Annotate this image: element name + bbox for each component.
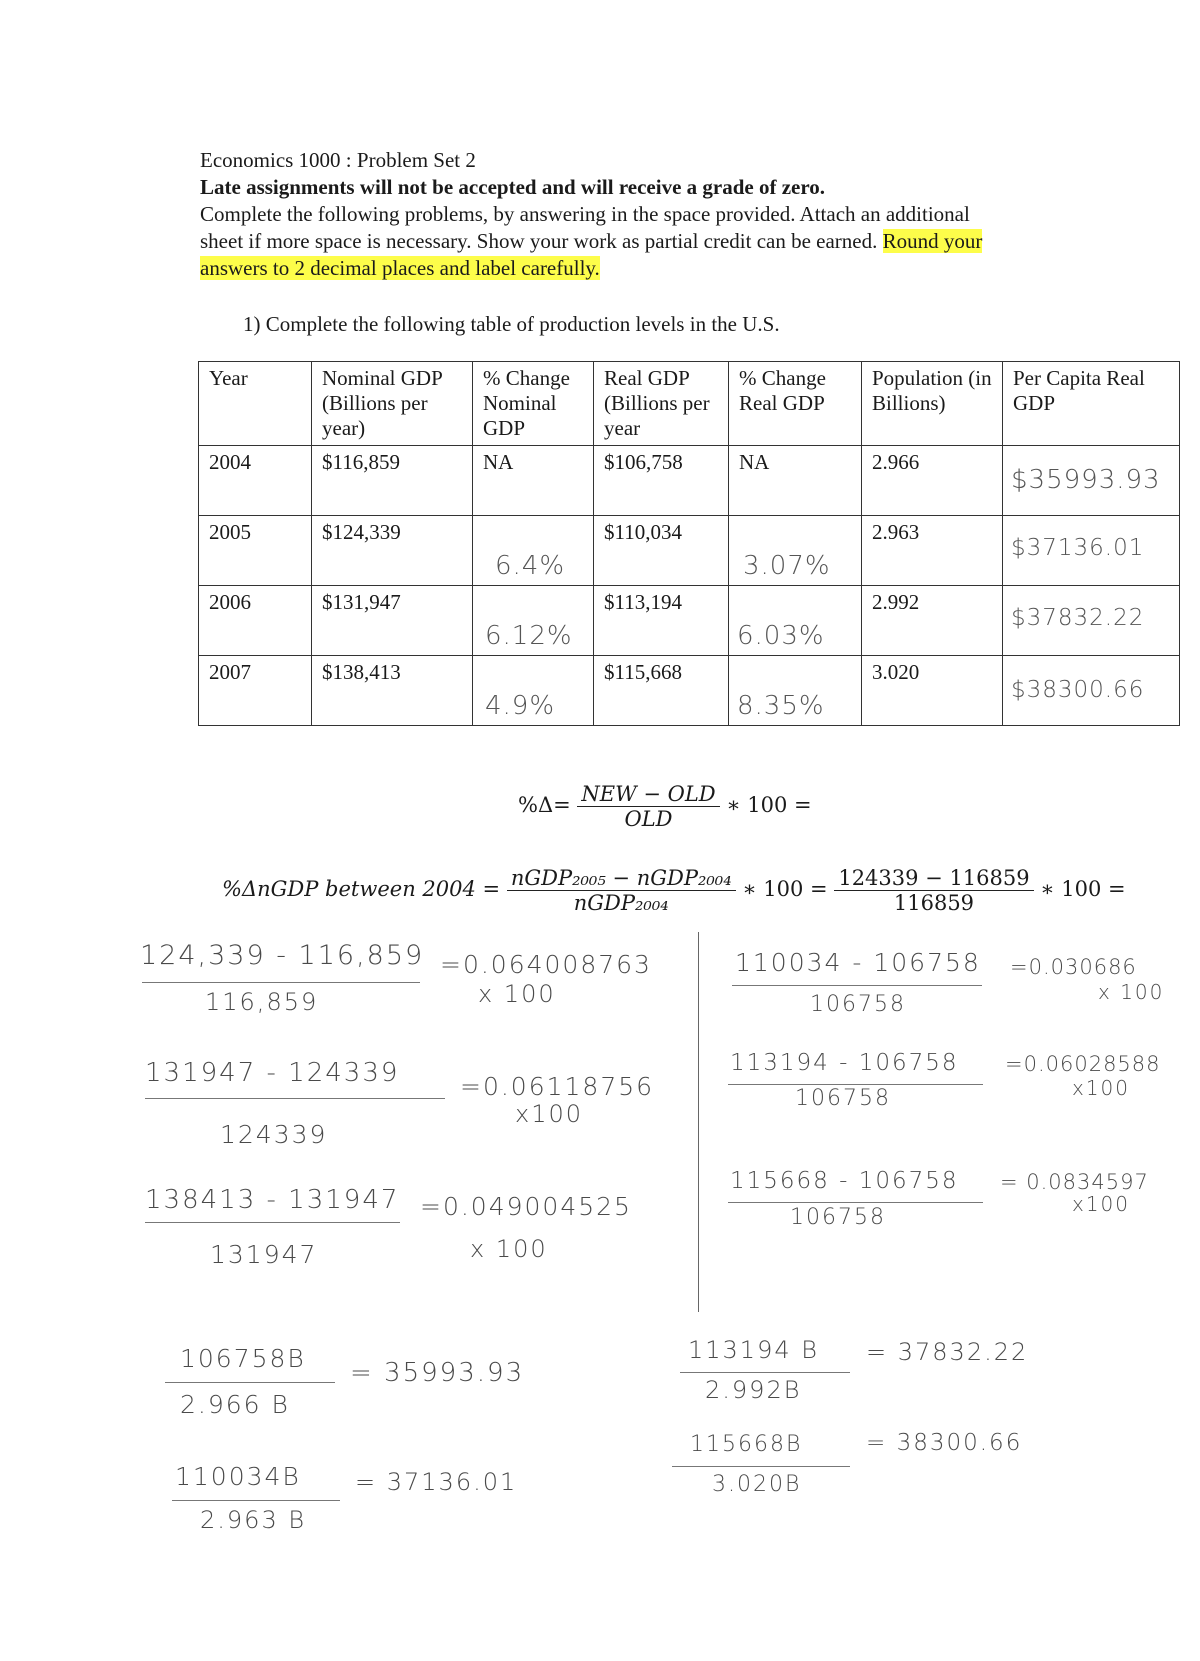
- cell-population: 2.992: [862, 586, 1003, 656]
- hw-percap-2005-num: 110034B: [175, 1462, 301, 1491]
- hw-real-2007-times: x100: [1072, 1192, 1131, 1216]
- hw-nominal-2006-den: 124339: [220, 1120, 328, 1149]
- cell-nominal-gdp: $116,859: [312, 446, 473, 516]
- hw-fraction-bar: [145, 1098, 445, 1099]
- production-table: [198, 361, 1180, 726]
- table-header-row: [199, 362, 1180, 446]
- question-1: 1) Complete the following table of production levels in the U.S.: [243, 312, 780, 336]
- hw-fraction-bar: [172, 1500, 340, 1501]
- hw-nominal-2007-den: 131947: [210, 1240, 318, 1269]
- hw-fraction-bar: [728, 1202, 983, 1203]
- hw-percap-2007-result: = 38300.66: [866, 1430, 1023, 1456]
- cell-nominal-gdp: $138,413: [312, 656, 473, 726]
- cell-pct-nominal: NA: [473, 446, 594, 516]
- hw-fraction-bar: [732, 985, 982, 986]
- instructions-line-3: answers to 2 decimal places and label carefully.: [200, 256, 600, 280]
- cell-per-capita: $37136.01: [1003, 516, 1180, 586]
- cell-per-capita: $37832.22: [1003, 586, 1180, 656]
- hw-fraction-bar: [672, 1466, 850, 1467]
- work-divider: [698, 932, 699, 1312]
- hw-nominal-2007-num: 138413 - 131947: [145, 1185, 400, 1215]
- hw-real-2006-result: =0.06028588: [1005, 1052, 1161, 1076]
- hw-percap-2006-result: = 37832.22: [866, 1338, 1029, 1366]
- hw-real-2006-times: x100: [1072, 1076, 1131, 1100]
- cell-pct-real: NA: [729, 446, 862, 516]
- hw-nominal-2006-times: x100: [515, 1100, 584, 1128]
- hw-real-2007-result: = 0.0834597: [1000, 1170, 1149, 1194]
- hw-fraction-bar: [145, 1222, 400, 1223]
- instructions-line-2: sheet if more space is necessary. Show your work as partial credit can be earned. Round your: [200, 229, 983, 253]
- hw-percap-2005-result: = 37136.01: [355, 1468, 518, 1496]
- hw-real-2005-result: =0.030686: [1010, 955, 1137, 979]
- hw-fraction-bar: [728, 1084, 983, 1085]
- hw-real-2006-den: 106758: [795, 1086, 891, 1111]
- hw-real-2007-den: 106758: [790, 1205, 886, 1230]
- cell-pct-nominal: 6.4%: [473, 516, 594, 586]
- hw-fraction-bar: [142, 982, 420, 983]
- col-header: Real GDP (Billions per year: [594, 362, 729, 446]
- col-header: Population (in Billions): [862, 362, 1003, 446]
- hw-nominal-2005-den: 116,859: [205, 988, 319, 1016]
- cell-per-capita: $35993.93: [1003, 446, 1180, 516]
- hw-nominal-2007-times: x 100: [470, 1235, 548, 1263]
- hw-real-2007-num: 115668 - 106758: [730, 1168, 959, 1194]
- cell-pct-real: 3.07%: [729, 516, 862, 586]
- cell-real-gdp: $106,758: [594, 446, 729, 516]
- hw-percap-2005-den: 2.963 B: [200, 1506, 307, 1534]
- instructions-line-1: Complete the following problems, by answering in the space provided. Attach an additional: [200, 202, 970, 226]
- cell-pct-nominal: 6.12%: [473, 586, 594, 656]
- hw-percap-2007-num: 115668B: [690, 1432, 803, 1457]
- hw-percap-2004-result: = 35993.93: [350, 1358, 525, 1388]
- col-header: Year: [199, 362, 312, 446]
- hw-nominal-2006-num: 131947 - 124339: [145, 1058, 400, 1088]
- cell-per-capita: $38300.66: [1003, 656, 1180, 726]
- course-title: Economics 1000 : Problem Set 2: [200, 148, 476, 172]
- cell-year: 2004: [199, 446, 312, 516]
- hw-nominal-2007-result: =0.049004525: [420, 1192, 632, 1221]
- hw-percap-2004-num: 106758B: [180, 1344, 306, 1373]
- cell-population: 2.963: [862, 516, 1003, 586]
- hw-nominal-2005-num: 124,339 - 116,859: [140, 940, 425, 971]
- table-row: [199, 586, 1180, 656]
- table-row: [199, 446, 1180, 516]
- hw-real-2005-times: x 100: [1098, 980, 1165, 1004]
- hw-nominal-2005-times: x 100: [478, 980, 556, 1008]
- hw-percap-2006-num: 113194 B: [688, 1336, 819, 1364]
- table-row: [199, 516, 1180, 586]
- cell-population: 2.966: [862, 446, 1003, 516]
- hw-real-2005-den: 106758: [810, 992, 906, 1017]
- ngdp-example-formula: %ΔnGDP between 2004 = $\frac{\text{nGDP₂₀₀₅ − nGDP₂₀₀₄}}{\text{nGDP₂₀₀₄}}$ ∗ 100 = $\frac{124339 - 116859}{116859}$ ∗ 100 =: [222, 866, 1126, 915]
- percent-change-formula: %Δ= $\frac{\text{NEW − OLD}}{\text{OLD}}$ ∗ 100 =: [518, 782, 812, 831]
- cell-year: 2005: [199, 516, 312, 586]
- hw-percap-2004-den: 2.966 B: [180, 1390, 290, 1419]
- hw-nominal-2006-result: =0.06118756: [460, 1072, 655, 1101]
- cell-pct-real: 8.35%: [729, 656, 862, 726]
- table-row: [199, 656, 1180, 726]
- hw-percap-2006-den: 2.992B: [705, 1376, 802, 1404]
- cell-real-gdp: $115,668: [594, 656, 729, 726]
- late-policy: Late assignments will not be accepted and will receive a grade of zero.: [200, 175, 826, 199]
- col-header: Per Capita Real GDP: [1003, 362, 1180, 446]
- col-header: % Change Real GDP: [729, 362, 862, 446]
- cell-real-gdp: $110,034: [594, 516, 729, 586]
- cell-nominal-gdp: $131,947: [312, 586, 473, 656]
- hw-real-2006-num: 113194 - 106758: [730, 1050, 959, 1076]
- cell-nominal-gdp: $124,339: [312, 516, 473, 586]
- cell-real-gdp: $113,194: [594, 586, 729, 656]
- hw-nominal-2005-result: =0.064008763: [440, 950, 652, 979]
- hw-fraction-bar: [165, 1382, 335, 1383]
- hw-percap-2007-den: 3.020B: [712, 1472, 802, 1497]
- cell-year: 2006: [199, 586, 312, 656]
- col-header: % Change Nominal GDP: [473, 362, 594, 446]
- cell-pct-real: 6.03%: [729, 586, 862, 656]
- hw-fraction-bar: [680, 1372, 850, 1373]
- cell-population: 3.020: [862, 656, 1003, 726]
- cell-year: 2007: [199, 656, 312, 726]
- col-header: Nominal GDP (Billions per year): [312, 362, 473, 446]
- hw-real-2005-num: 110034 - 106758: [735, 948, 981, 977]
- cell-pct-nominal: 4.9%: [473, 656, 594, 726]
